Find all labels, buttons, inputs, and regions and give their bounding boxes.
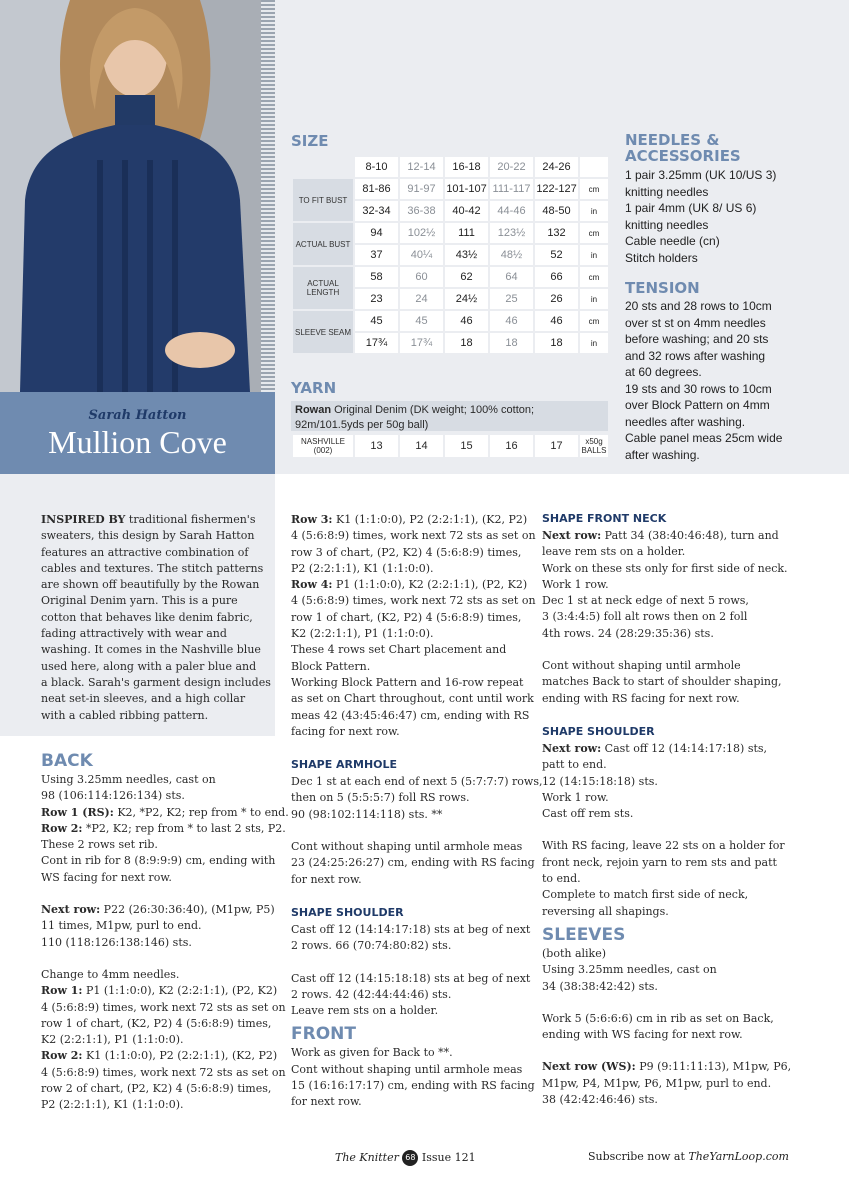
table-cell: 24½ <box>445 289 488 309</box>
table-cell: 94 <box>355 223 398 243</box>
column-2: Row 3: K1 (1:1:0:0), P2 (2:2:1:1), (K2, P2) 4 (5:6:8:9) times, work next 72 sts as set on row 3 of chart, (P2, K2) 4 (5:6:8:9) times, P2 (2:2:1:1), K1 (1:1:0:0). Row 4: P1 (1:1:0:0), K2 (2:2:1:1), (P2, K2) 4 (5:6:8:9) times, work next 72 sts as set on row 1 of chart, (K2, P2) 4 (5:6:8:9) times, K2 (2:2:1:1), P1 (1:1:0:0). These 4 rows set Chart placement and Block Pattern. Working Block Pattern and 16-row repeat as set on Chart throughout, cont until work meas 42 (43:45:46:47) cm, ending with RS facing for next row. SHAPE ARMHOLE Dec 1 st at each end of next 5 (5:7:7:7) rows, then on 5 (5:5:5:7) foll RS rows. 90 (98:102:114:118) sts. ** Cont without shaping until armhole meas 23 (24:25:26:27) cm, ending with RS facing for next row. SHAPE SHOULDER Cast off 12 (14:14:17:18) sts at beg of next 2 rows. 66 (70:74:80:82) sts. Cast off 12 (14:15:18:18) sts at beg of next 2 rows. 42 (42:44:44:46) sts. Leave rem sts on a holder. FRONT Work as given for Back to **. Cont without shaping until armhole meas 15 (16:16:17:17) cm, ending with RS facing for next row. <box>291 513 543 1109</box>
table-cell: 14 <box>400 435 443 457</box>
row-label: ACTUAL BUST <box>293 223 353 265</box>
tension-heading: TENSION <box>625 279 700 297</box>
table-cell: 40-42 <box>445 201 488 221</box>
size-heading: SIZE <box>291 132 329 150</box>
table-cell: 16-18 <box>445 157 488 177</box>
table-cell: 16 <box>490 435 533 457</box>
unit-cell: cm <box>580 179 608 199</box>
unit-cell: cm <box>580 223 608 243</box>
magazine-name: The Knitter <box>335 1151 399 1164</box>
page-number: 68 <box>402 1150 418 1166</box>
sleeves-heading: SLEEVES <box>542 924 626 945</box>
table-cell: 52 <box>535 245 578 265</box>
tension-line: over st st on 4mm needles <box>625 315 766 330</box>
tension-line: 19 sts and 30 rows to 10cm <box>625 381 772 396</box>
needles-line: knitting needles <box>625 217 709 232</box>
unit-cell: cm <box>580 267 608 287</box>
unit-cell: in <box>580 201 608 221</box>
unit-cell: in <box>580 245 608 265</box>
needles-line: 1 pair 3.25mm (UK 10/US 3) <box>625 168 777 182</box>
table-cell: 48½ <box>490 245 533 265</box>
shade-label: NASHVILLE (002) <box>293 435 353 457</box>
tension-text <box>625 298 830 463</box>
table-cell: 111-117 <box>490 179 533 199</box>
table-cell: 37 <box>355 245 398 265</box>
table-cell: 48-50 <box>535 201 578 221</box>
needles-line: Stitch holders <box>625 250 698 265</box>
tension-line: before washing; and 20 sts <box>625 332 769 346</box>
yarn-brand: Rowan <box>295 404 332 416</box>
tension-line: over Block Pattern on 4mm <box>625 398 770 412</box>
table-cell: 15 <box>445 435 488 457</box>
back-heading: BACK <box>41 751 93 771</box>
table-cell: 24 <box>400 289 443 309</box>
tension-line: at 60 degrees. <box>625 365 702 379</box>
shape-shoulder-heading: SHAPE SHOULDER <box>291 905 404 919</box>
table-cell: 24-26 <box>535 157 578 177</box>
table-cell: 102½ <box>400 223 443 243</box>
footer-issue <box>335 1150 476 1166</box>
shape-front-neck-heading: SHAPE FRONT NECK <box>542 512 667 525</box>
table-cell: 43½ <box>445 245 488 265</box>
issue-number: Issue 121 <box>421 1151 476 1164</box>
table-cell: 46 <box>535 311 578 331</box>
front-heading: FRONT <box>291 1024 356 1045</box>
row-label: ACTUAL LENGTH <box>293 267 353 309</box>
needles-heading: NEEDLES & ACCESSORIES <box>625 131 741 165</box>
needles-line: 1 pair 4mm (UK 8/ US 6) <box>625 201 757 215</box>
pattern-title: Mullion Cove <box>48 424 227 460</box>
shape-shoulder-heading-2: SHAPE SHOULDER <box>542 724 655 738</box>
tension-line: 20 sts and 28 rows to 10cm <box>625 299 772 313</box>
table-cell: 23 <box>355 289 398 309</box>
unit-cell: in <box>580 333 608 353</box>
table-cell: 123½ <box>490 223 533 243</box>
table-cell: 132 <box>535 223 578 243</box>
table-row <box>293 179 608 199</box>
table-cell: 25 <box>490 289 533 309</box>
table-cell: 45 <box>355 311 398 331</box>
yarn-quantity-table <box>291 433 610 459</box>
table-cell: 46 <box>445 311 488 331</box>
table-cell <box>580 157 608 177</box>
table-cell: 81-86 <box>355 179 398 199</box>
table-cell: 18 <box>535 333 578 353</box>
tension-line: needles after washing. <box>625 414 746 429</box>
table-cell: 36-38 <box>400 201 443 221</box>
table-row <box>293 157 608 177</box>
table-cell: 17¾ <box>400 333 443 353</box>
table-cell: 44-46 <box>490 201 533 221</box>
unit-cell: in <box>580 289 608 309</box>
table-cell: 122-127 <box>535 179 578 199</box>
table-row <box>293 435 608 457</box>
row-label: TO FIT BUST <box>293 179 353 221</box>
table-row <box>293 223 608 243</box>
shape-armhole-heading: SHAPE ARMHOLE <box>291 758 398 772</box>
needles-line: Cable needle (cn) <box>625 234 720 248</box>
yarn-description <box>291 401 608 431</box>
table-row <box>293 267 608 287</box>
unit-cell: cm <box>580 311 608 331</box>
tension-line: Cable panel meas 25cm wide <box>625 431 783 445</box>
column-3: SHAPE FRONT NECK Next row: Patt 34 (38:40:46:48), turn and leave rem sts on a holder. Work on these sts only for first side of neck. Work 1 row. Dec 1 st at neck edge of next 5 rows, 3 (3:4:4:5) foll alt rows then on 2 foll 4th rows. 24 (28:29:35:36) sts. Cont without shaping until armhole matches Back to start of shoulder shaping, ending with RS facing for next row. SHAPE SHOULDER Next row: Cast off 12 (14:14:17:18) sts, patt to end. 12 (14:15:18:18) sts. Work 1 row. Cast off rem sts. With RS facing, leave 22 sts on a holder for front neck, rejoin yarn to rem sts and patt to end. Complete to match first side of neck, reversing all shapings. SLEEVES (both alike) Using 3.25mm needles, cast on 34 (38:38:42:42) sts. Work 5 (5:6:6:6) cm in rib as set on Back, ending with WS facing for next row. Next row (WS): P9 (9:11:11:13), M1pw, P6, M1pw, P4, M1pw, P6, M1pw, purl to end. 38 (42:42:46:46) sts. <box>542 512 792 1107</box>
tension-line: and 32 rows after washing <box>625 348 766 363</box>
table-cell: 17 <box>535 435 578 457</box>
table-cell: 18 <box>490 333 533 353</box>
yarn-heading: YARN <box>291 379 337 397</box>
table-cell: 20-22 <box>490 157 533 177</box>
table-cell: 101-107 <box>445 179 488 199</box>
back-section: BACK Using 3.25mm needles, cast on 98 (106:114:126:134) sts. Row 1 (RS): K2, *P2, K2; rep from * to end. Row 2: *P2, K2; rep from * to last 2 sts, P2. These 2 rows set rib. Cont in rib for 8 (8:9:9:9) cm, ending with WS facing for next row. Next row: P22 (26:30:36:40), (M1pw, P5) 11 times, M1pw, purl to end. 110 (118:126:138:146) sts. Change to 4mm needles. Row 1: P1 (1:1:0:0), K2 (2:2:1:1), (P2, K2) 4 (5:6:8:9) times, work next 72 sts as set on row 1 of chart, (K2, P2) 4 (5:6:8:9) times, K2 (2:2:1:1), P1 (1:1:0:0). Row 2: K1 (1:1:0:0), P2 (2:2:1:1), (K2, P2) 4 (5:6:8:9) times, work next 72 sts as set on row 2 of chart, (P2, K2) 4 (5:6:8:9) times, P2 (2:2:1:1), K1 (1:1:0:0). <box>41 751 289 1112</box>
tension-line: after washing. <box>625 447 700 462</box>
table-cell: 32-34 <box>355 201 398 221</box>
table-cell: 111 <box>445 223 488 243</box>
table-cell: 40¼ <box>400 245 443 265</box>
table-cell: 60 <box>400 267 443 287</box>
intro-text: INSPIRED BY traditional fishermen's sweaters, this design by Sarah Hatton features an attractive combination of cables and textures. The stitch patterns are shown off beautifully by the Rowan Original Denim yarn. This is a pure cotton that behaves like denim fabric, fading attractively with wear and washing. It comes in the Nashville blue used here, along with a paler blue and a black. Sarah's garment design includes neat set-in sleeves, and a high collar with a cabled ribbing pattern. <box>41 513 271 722</box>
table-cell: 91-97 <box>400 179 443 199</box>
table-cell: 12-14 <box>400 157 443 177</box>
yarn-desc-line-2: 92m/101.5yds per 50g ball) <box>295 419 429 431</box>
table-cell: 26 <box>535 289 578 309</box>
model-photo <box>0 0 263 392</box>
table-cell: 8-10 <box>355 157 398 177</box>
designer-name: Sarah Hatton <box>88 408 187 423</box>
table-cell: 17¾ <box>355 333 398 353</box>
footer-subscribe: Subscribe now at TheYarnLoop.com <box>588 1150 789 1163</box>
table-cell: 58 <box>355 267 398 287</box>
table-cell: 45 <box>400 311 443 331</box>
unit-cell: x50g BALLS <box>581 437 607 455</box>
table-cell: 18 <box>445 333 488 353</box>
size-table <box>291 155 610 355</box>
needles-line: knitting needles <box>625 184 709 199</box>
table-cell: 64 <box>490 267 533 287</box>
table-cell <box>293 157 353 177</box>
table-cell: 62 <box>445 267 488 287</box>
row-label: SLEEVE SEAM <box>293 311 353 353</box>
yarn-desc-line-1: Original Denim (DK weight; 100% cotton; <box>331 404 535 416</box>
table-cell: 66 <box>535 267 578 287</box>
table-cell: 13 <box>355 435 398 457</box>
table-row <box>293 311 608 331</box>
table-cell: 46 <box>490 311 533 331</box>
website-link[interactable]: TheYarnLoop.com <box>688 1150 789 1163</box>
needles-list <box>625 167 830 266</box>
